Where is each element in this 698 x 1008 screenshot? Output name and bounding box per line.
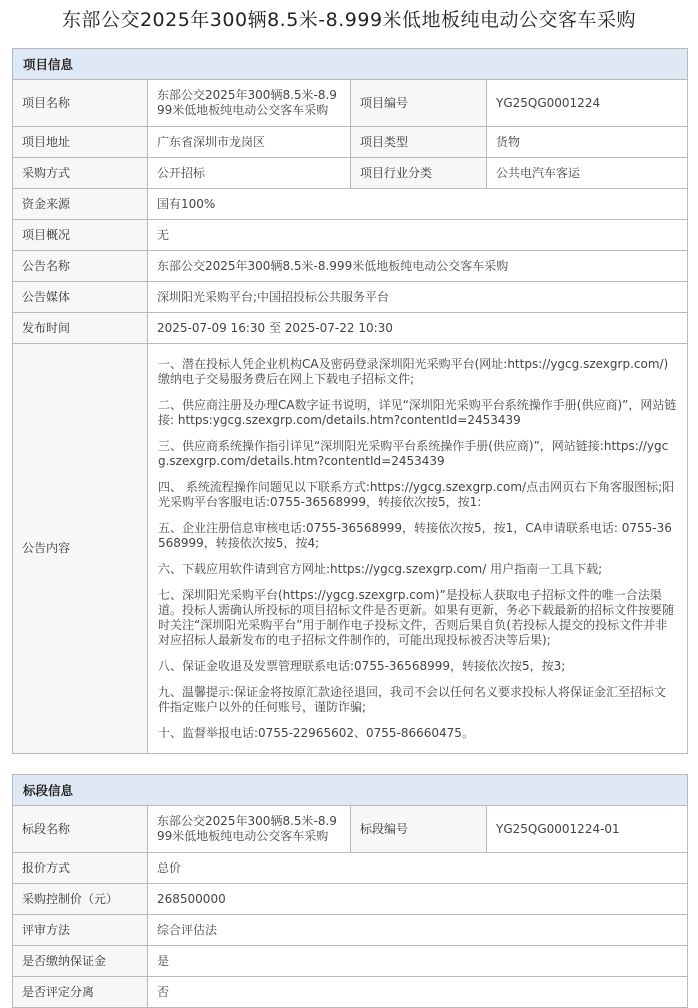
project-industry-value: 公共电汽车客运 (487, 158, 688, 189)
project-code-value: YG25QG0001224 (487, 80, 688, 127)
notice-item: 九、温馨提示:保证金将按原汇款途径退回，我司不会以任何名义要求投标人将保证金汇至招标文件指定账户以外的任何账号，谨防诈骗; (158, 685, 667, 714)
lot-info-section (12, 774, 687, 1008)
project-type-label: 项目类型 (351, 127, 487, 158)
budget-value: 268500000 (148, 884, 688, 915)
project-code-label: 项目编号 (351, 80, 487, 127)
publish-time-value: 2025-07-09 16:30 至 2025-07-22 10:30 (148, 313, 688, 344)
fund-source-value: 国有100% (148, 189, 688, 220)
project-industry-label: 项目行业分类 (351, 158, 487, 189)
project-info-table (12, 48, 688, 754)
notice-item: 十、监督举报电话:0755-22965602、0755-86660475。 (158, 726, 474, 740)
lot-name-value: 东部公交2025年300辆8.5米-8.999米低地板纯电动公交客车采购 (148, 806, 351, 853)
page-title: 东部公交2025年300辆8.5米-8.999米低地板纯电动公交客车采购 (61, 9, 637, 31)
publish-time-label: 发布时间 (13, 313, 148, 344)
quote-method-label: 报价方式 (13, 853, 148, 884)
notice-item: 三、供应商系统操作指引详见“深圳阳光采购平台系统操作手册(供应商)”，网站链接:https://ygcg.szexgrp.com/details.htm?contentId=2453439 (158, 439, 669, 468)
project-name-label: 项目名称 (13, 80, 148, 127)
notice-media-value: 深圳阳光采购平台;中国招投标公共服务平台 (148, 282, 688, 313)
notice-item: 七、深圳阳光采购平台(https://ygcg.szexgrp.com)”是投标人获取电子招标文件的唯一合法渠道。投标人需确认所投标的项目招标文件是否更新。如果有更新，务必下载最新的招标文件按要随时关注“深圳阳光采购平台”用于制作电子投标文件，否则后果自负(若投标人提交的投标文件并非对应招标人最新发布的电子招标文件制作的，可能出现投标被否决等后果); (158, 588, 675, 647)
fund-source-label: 资金来源 (13, 189, 148, 220)
notice-item: 一、潜在投标人凭企业机构CA及密码登录深圳阳光采购平台(网址:https://ygcg.szexgrp.com/)缴纳电子交易服务费后在网上下载电子招标文件; (158, 357, 669, 386)
notice-media-label: 公告媒体 (13, 282, 148, 313)
review-method-label: 评审方法 (13, 915, 148, 946)
project-address-value: 广东省深圳市龙岗区 (148, 127, 351, 158)
lot-code-label: 标段编号 (351, 806, 487, 853)
project-type-value: 货物 (487, 127, 688, 158)
project-overview-value: 无 (148, 220, 688, 251)
project-overview-label: 项目概况 (13, 220, 148, 251)
notice-item: 五、企业注册信息审核电话:0755-36568999，转接依次按5，按1，CA申请联系电话: 0755-36568999，转接依次按5，按4; (158, 521, 672, 550)
notice-content (148, 344, 688, 754)
budget-label: 采购控制价（元） (13, 884, 148, 915)
lot-info-header: 标段信息 (13, 775, 688, 806)
project-info-header: 项目信息 (13, 49, 688, 80)
project-name-value: 东部公交2025年300辆8.5米-8.999米低地板纯电动公交客车采购 (148, 80, 351, 127)
lot-info-table (12, 774, 688, 1008)
quote-method-value: 总价 (148, 853, 688, 884)
procurement-method-value: 公开招标 (148, 158, 351, 189)
notice-item: 二、供应商注册及办理CA数字证书说明，详见“深圳阳光采购平台系统操作手册(供应商)”，网站链接: https:ygcg.szexgrp.com/details.htm?contentId=2453439 (158, 398, 677, 427)
lot-code-value: YG25QG0001224-01 (487, 806, 688, 853)
review-method-value: 综合评估法 (148, 915, 688, 946)
review-separation-value: 否 (148, 977, 688, 1008)
lot-name-label: 标段名称 (13, 806, 148, 853)
notice-item: 四、 系统流程操作问题见以下联系方式:https://ygcg.szexgrp.com/点击网页右下角客服图标;阳光采购平台客服电话:0755-36568999，转接依次按5，按1: (158, 480, 675, 509)
notice-item: 六、下载应用软件请到官方网址:https://ygcg.szexgrp.com/ 用户指南一工具下载; (158, 562, 603, 576)
review-separation-label: 是否评定分离 (13, 977, 148, 1008)
project-info-section (12, 48, 687, 754)
notice-content-label: 公告内容 (13, 344, 148, 754)
notice-name-value: 东部公交2025年300辆8.5米-8.999米低地板纯电动公交客车采购 (148, 251, 688, 282)
deposit-required-value: 是 (148, 946, 688, 977)
procurement-method-label: 采购方式 (13, 158, 148, 189)
project-address-label: 项目地址 (13, 127, 148, 158)
deposit-required-label: 是否缴纳保证金 (13, 946, 148, 977)
notice-item: 八、保证金收退及发票管理联系电话:0755-36568999，转接依次按5，按3; (158, 659, 566, 673)
notice-name-label: 公告名称 (13, 251, 148, 282)
